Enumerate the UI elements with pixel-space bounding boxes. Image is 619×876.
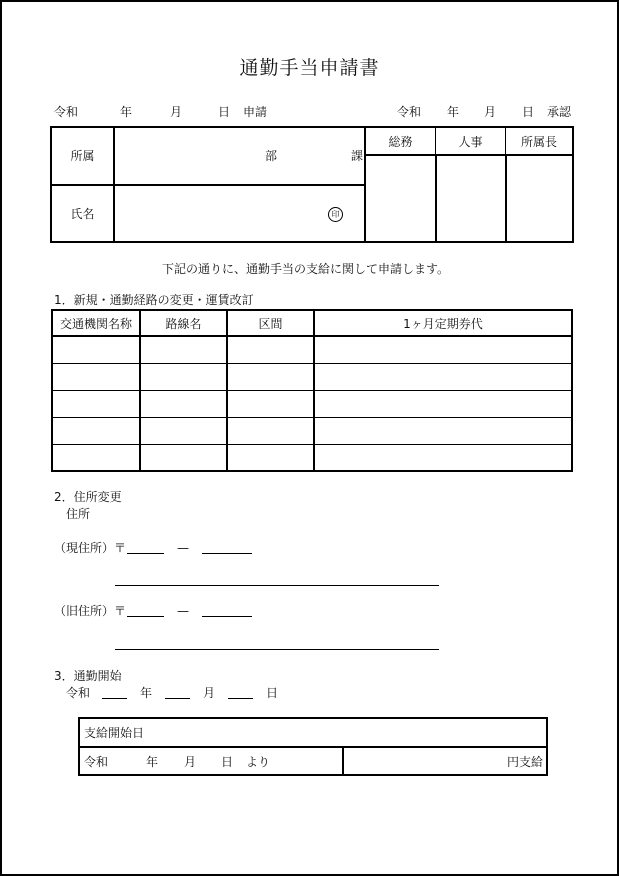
stamp-box-manager[interactable] [506,155,574,242]
section3-title: 3．通勤開始 [54,669,122,683]
section2-title: 2．住所変更 [54,490,122,504]
approver-manager: 所属長 [506,127,574,155]
col-transport: 交通機関名称 [52,310,140,336]
col-line: 路線名 [140,310,227,336]
approve-era: 令和 [397,105,422,119]
current-zip-field-2[interactable] [202,553,252,554]
old-address-label: （旧住所）〒 [54,604,127,618]
stamp-box-general-affairs[interactable] [365,155,436,242]
payment-from: より [246,755,271,769]
request-year: 年 [120,105,133,119]
table-cell[interactable] [227,363,314,390]
current-address-label: （現住所）〒 [54,541,127,555]
table-row [52,390,572,417]
table-cell[interactable] [314,390,572,417]
payment-era: 令和 [84,755,109,769]
payment-month: 月 [184,755,197,769]
request-era: 令和 [54,105,79,119]
name-field[interactable] [114,185,365,242]
table-cell[interactable] [227,390,314,417]
col-pass-fee: 1ヶ月定期券代 [314,310,572,336]
request-month: 月 [170,105,183,119]
approve-day: 日 [522,105,535,119]
table-cell[interactable] [140,417,227,444]
request-day: 日 [218,105,231,119]
form-title: 通勤手当申請書 [239,57,380,79]
table-cell[interactable] [140,390,227,417]
old-zip-dash: — [177,604,189,618]
stamp-box-hr[interactable] [436,155,506,242]
current-address-field[interactable] [115,585,439,586]
table-cell[interactable] [52,390,140,417]
table-cell[interactable] [52,363,140,390]
section-suffix: 課 [351,149,364,163]
approve-month: 月 [484,105,497,119]
approve-year: 年 [447,105,460,119]
dept-suffix: 部 [265,149,278,163]
table-cell[interactable] [140,444,227,471]
start-month: 月 [203,686,216,700]
approve-label: 承認 [547,105,572,119]
seal-mark-icon: 印 [328,207,343,222]
table-cell[interactable] [314,336,572,363]
current-zip-dash: — [177,541,189,555]
request-label: 申請 [243,105,268,119]
start-day-field[interactable] [228,698,253,699]
old-address-field[interactable] [115,649,439,650]
table-cell[interactable] [140,336,227,363]
approver-general-affairs: 総務 [365,127,436,155]
table-cell[interactable] [227,417,314,444]
section2-subtitle: 住所 [66,507,91,521]
table-row [52,444,572,471]
table-cell[interactable] [52,444,140,471]
start-era: 令和 [66,686,91,700]
start-month-field[interactable] [165,698,190,699]
table-row [52,363,572,390]
start-year-field[interactable] [102,698,127,699]
start-day: 日 [266,686,279,700]
payment-start-header: 支給開始日 [79,718,547,747]
col-section: 区間 [227,310,314,336]
table-cell[interactable] [52,336,140,363]
payment-amount-suffix: 円支給 [506,754,543,769]
table-cell[interactable] [314,417,572,444]
payment-day: 日 [221,755,234,769]
table-cell[interactable] [52,417,140,444]
payment-start-date-field[interactable] [79,747,343,775]
old-zip-field-2[interactable] [202,616,252,617]
section1-title: 1．新規・通勤経路の変更・運賃改訂 [54,293,254,307]
name-label: 氏名 [51,185,114,242]
payment-amount-field[interactable] [343,747,547,775]
affiliation-label: 所属 [51,127,114,185]
affiliation-field[interactable] [114,127,365,185]
route-table [51,309,573,472]
payment-year: 年 [146,755,159,769]
old-zip-field-1[interactable] [127,616,164,617]
table-row [52,417,572,444]
intro-text: 下記の通りに、通勤手当の支給に関して申請します。 [162,262,450,276]
start-year: 年 [140,686,153,700]
table-cell[interactable] [314,444,572,471]
payment-table [78,717,548,776]
approver-hr: 人事 [436,127,506,155]
table-row [52,336,572,363]
header-table [50,126,574,243]
table-cell[interactable] [227,444,314,471]
table-cell[interactable] [140,363,227,390]
table-cell[interactable] [314,363,572,390]
table-cell[interactable] [227,336,314,363]
route-table-header [52,310,572,336]
current-zip-field-1[interactable] [127,553,164,554]
